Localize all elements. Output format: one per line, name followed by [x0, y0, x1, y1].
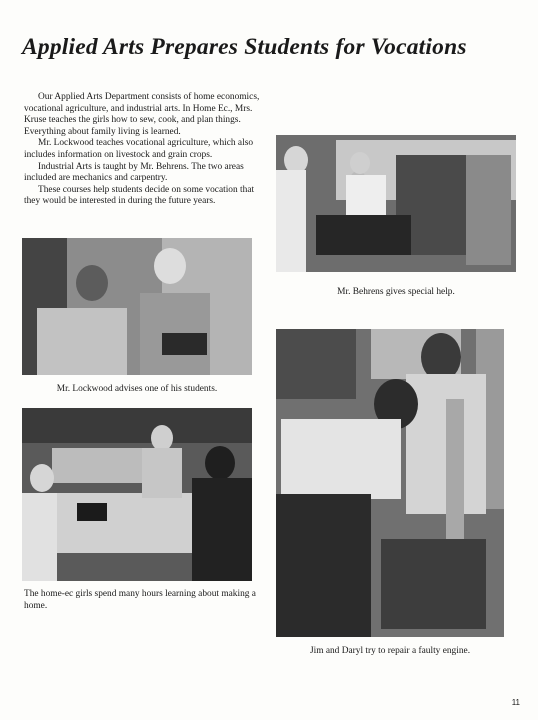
- engine-photo: [276, 329, 504, 637]
- homeec-photo: [22, 408, 252, 581]
- homeec-caption: The home-ec girls spend many hours learning about making a home.: [24, 589, 256, 611]
- intro-paragraph: These courses help students decide on some vocation that they would be interested in during the future years.: [24, 184, 255, 207]
- page-number: 11: [511, 698, 520, 707]
- page-title: Applied Arts Prepares Students for Vocations: [22, 34, 467, 60]
- engine-caption: Jim and Daryl try to repair a faulty engine.: [309, 646, 471, 656]
- intro-paragraph: Our Applied Arts Department consists of home economics, vocational agriculture, and industrial arts. In Home Ec., Mrs. Kruse teaches the girls how to sew, cook, and plan things. Everything about family living is learned.: [24, 92, 260, 137]
- intro-paragraph: Industrial Arts is taught by Mr. Behrens. The two areas included are mechanics and carpentry.: [24, 161, 244, 184]
- behrens-photo: [276, 135, 516, 272]
- lockwood-photo: [22, 238, 252, 375]
- behrens-caption: Mr. Behrens gives special help.: [337, 287, 455, 297]
- lockwood-caption: Mr. Lockwood advises one of his students.: [56, 384, 218, 394]
- intro-text: [24, 92, 260, 208]
- intro-paragraph: Mr. Lockwood teaches vocational agriculture, which also includes information on livestock and grain crops.: [24, 138, 254, 160]
